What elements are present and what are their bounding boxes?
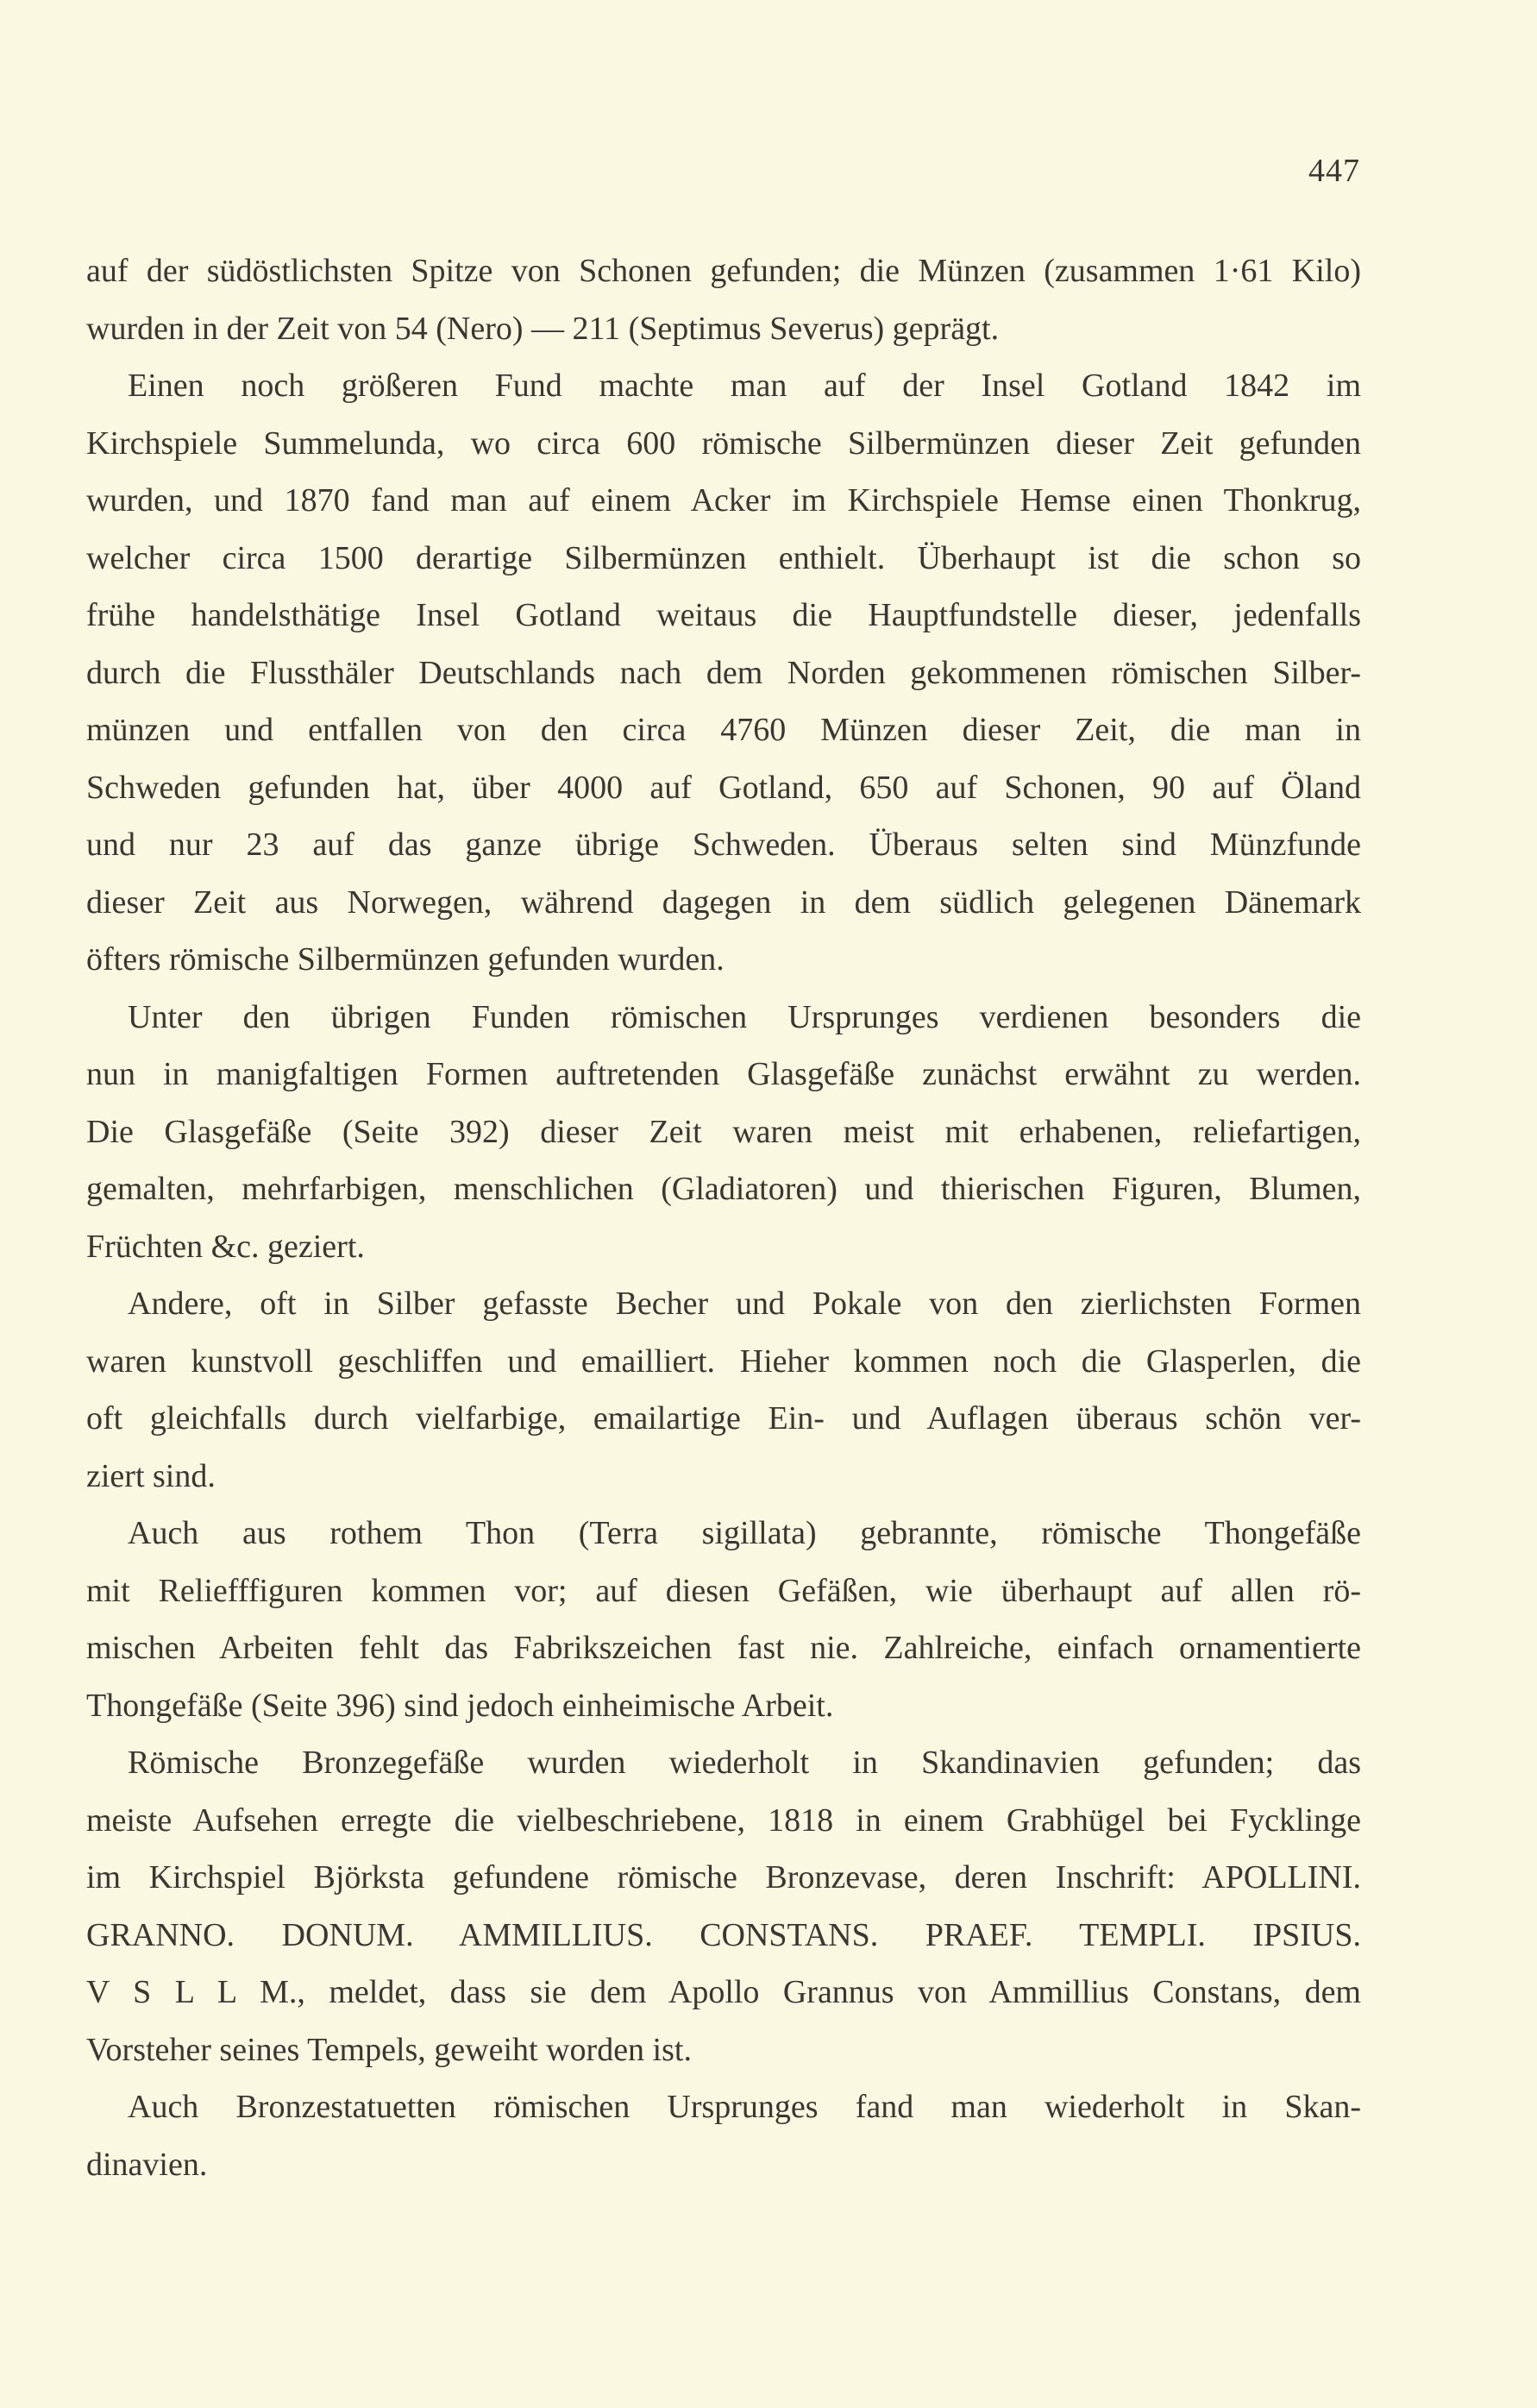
text-line: GRANNO. DONUM. AMMILLIUS. CONSTANS. PRAEF. TEMPLI. IPSIUS.	[86, 1916, 1361, 1953]
text-line: waren kunstvoll geschliffen und emailliert. Hieher kommen noch die Glasperlen, die	[86, 1342, 1361, 1380]
text-line: Thongefäße (Seite 396) sind jedoch einheimische Arbeit.	[86, 1687, 834, 1724]
text-line: Andere, oft in Silber gefasste Becher und Pokale von den zierlichsten Formen	[128, 1286, 1361, 1322]
text-line: wurden, und 1870 fand man auf einem Acker im Kirchspiele Hemse einen Thonkrug,	[86, 482, 1361, 519]
text-line: mit Reliefffiguren kommen vor; auf diesen Gefäßen, wie überhaupt auf allen rö-	[86, 1572, 1361, 1609]
text-line: welcher circa 1500 derartige Silbermünzen enthielt. Überhaupt ist die schon so	[86, 539, 1361, 576]
text-line: oft gleichfalls durch vielfarbige, emailartige Ein- und Auflagen überaus schön ver-	[86, 1400, 1361, 1437]
text-line: wurden in der Zeit von 54 (Nero) — 211 (Septimus Severus) geprägt.	[86, 310, 1000, 347]
text-line: V S L L M., meldet, dass sie dem Apollo Grannus von Ammillius Constans, dem	[86, 1974, 1361, 2010]
page-number: 447	[1308, 153, 1360, 189]
text-line: Früchten &c. geziert.	[86, 1228, 365, 1265]
text-line: frühe handelsthätige Insel Gotland weitaus die Hauptfundstelle dieser, jedenfalls	[86, 597, 1361, 633]
text-line: Kirchspiele Summelunda, wo circa 600 römische Silbermünzen dieser Zeit gefunden	[86, 424, 1361, 462]
text-line: meiste Aufsehen erregte die vielbeschriebene, 1818 in einem Grabhügel bei Fycklinge	[86, 1801, 1361, 1839]
text-line: mischen Arbeiten fehlt das Fabrikszeichen fast nie. Zahlreiche, einfach ornamentierte	[86, 1630, 1361, 1666]
text-line: Einen noch größeren Fund machte man auf der Insel Gotland 1842 im	[128, 368, 1361, 404]
text-line: öfters römische Silbermünzen gefunden wurden.	[86, 941, 725, 978]
text-line: Auch Bronzestatuetten römischen Ursprunges fand man wiederholt in Skan-	[128, 2089, 1361, 2125]
text-line: durch die Flussthäler Deutschlands nach dem Norden gekommenen römischen Silber-	[86, 654, 1361, 691]
text-line: gemalten, mehrfarbigen, menschlichen (Gladiatoren) und thierischen Figuren, Blumen,	[86, 1171, 1361, 1207]
text-line: Schweden gefunden hat, über 4000 auf Gotland, 650 auf Schonen, 90 auf Öland	[86, 769, 1361, 806]
text-line: auf der südöstlichsten Spitze von Schonen gefunden; die Münzen (zusammen 1·61 Kilo)	[86, 253, 1361, 289]
text-line: Unter den übrigen Funden römischen Ursprunges verdienen besonders die	[128, 998, 1361, 1035]
text-line: ziert sind.	[86, 1457, 216, 1494]
text-line: im Kirchspiel Björksta gefundene römische Bronzevase, deren Inschrift: APOLLINI.	[86, 1859, 1361, 1896]
text-line: dieser Zeit aus Norwegen, während dagegen in dem südlich gelegenen Dänemark	[86, 883, 1361, 921]
text-line: Römische Bronzegefäße wurden wiederholt in Skandinavien gefunden; das	[128, 1745, 1361, 1781]
body-text	[86, 242, 1361, 2193]
text-line: Die Glasgefäße (Seite 392) dieser Zeit waren meist mit erhabenen, reliefartigen,	[86, 1113, 1361, 1150]
text-line: Vorsteher seines Tempels, geweiht worden ist.	[86, 2031, 692, 2068]
text-line: münzen und entfallen von den circa 4760 Münzen dieser Zeit, die man in	[86, 712, 1361, 748]
text-line: nun in manigfaltigen Formen auftretenden Glasgefäße zunächst erwähnt zu werden.	[86, 1056, 1361, 1092]
text-line: dinavien.	[86, 2146, 208, 2183]
text-line: Auch aus rothem Thon (Terra sigillata) gebrannte, römische Thongefäße	[128, 1515, 1361, 1551]
text-line: und nur 23 auf das ganze übrige Schweden. Überaus selten sind Münzfunde	[86, 827, 1361, 863]
